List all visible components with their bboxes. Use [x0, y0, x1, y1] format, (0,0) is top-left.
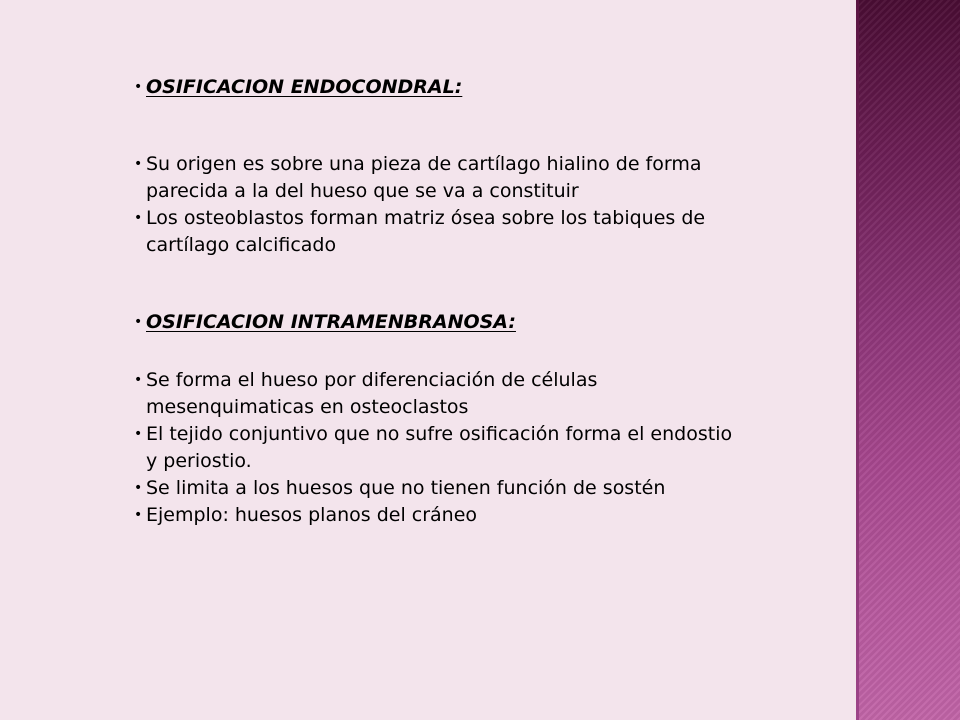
section-heading-endocondral	[134, 74, 734, 101]
bullet-item	[134, 151, 734, 205]
heading-text: OSIFICACION ENDOCONDRAL:	[146, 76, 463, 98]
bullet-glyph: •	[134, 210, 143, 226]
bullet-glyph: •	[134, 480, 143, 496]
bullet-text: Ejemplo: huesos planos del cráneo	[146, 504, 478, 526]
bullet-text: Se forma el hueso por diferenciación de células mesenquimaticas en osteoclastos	[146, 369, 598, 418]
bullet-glyph: •	[134, 507, 143, 523]
bullet-item	[134, 475, 734, 502]
bullet-text: Su origen es sobre una pieza de cartílago hialino de forma parecida a la del hueso que se va a constituir	[146, 153, 702, 202]
slide-content	[134, 74, 734, 529]
bullet-glyph: •	[134, 426, 143, 442]
decorative-side-band	[856, 0, 960, 720]
heading-text: OSIFICACION INTRAMENBRANOSA:	[146, 311, 516, 333]
bullet-item	[134, 205, 734, 259]
bullet-glyph: •	[134, 156, 143, 172]
bullet-glyph: •	[134, 314, 143, 330]
bullet-glyph: •	[134, 79, 143, 95]
bullet-item	[134, 367, 734, 421]
bullet-text: Los osteoblastos forman matriz ósea sobre los tabiques de cartílago calcificado	[146, 207, 706, 256]
bullet-glyph: •	[134, 372, 143, 388]
bullet-item	[134, 502, 734, 529]
bullet-item	[134, 421, 734, 475]
bullet-text: El tejido conjuntivo que no sufre osificación forma el endostio y periostio.	[146, 423, 733, 472]
bullet-text: Se limita a los huesos que no tienen función de sostén	[146, 477, 666, 499]
section-heading-intramenbranosa	[134, 309, 734, 336]
